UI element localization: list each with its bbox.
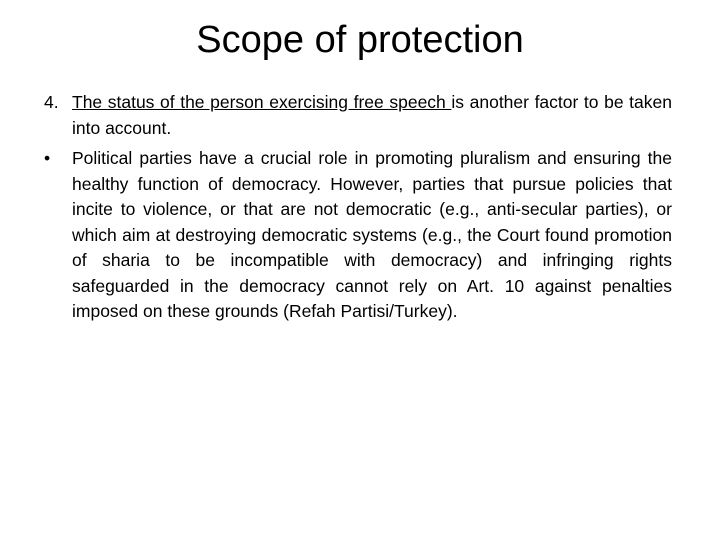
- slide-title: Scope of protection: [196, 19, 524, 61]
- underlined-phrase: The status of the person exercising free speech: [72, 92, 452, 112]
- list-number: 4.: [44, 92, 59, 112]
- numbered-point-4: [44, 90, 672, 141]
- bullet-point: [44, 146, 672, 325]
- bullet-icon: •: [44, 148, 51, 168]
- bullet-text: Political parties have a crucial role in promoting pluralism and ensuring the healthy function of democracy. However, parties that pursue policies that incite to violence, or that are not democratic (e.g., anti-secular parties), or which aim at destroying democratic systems (e.g., the Court found promotion of sharia to be incompatible with democracy) and infringing rights safeguarded in the democracy cannot rely on Art. 10 against penalties imposed on these grounds (Refah Partisi/Turkey).: [72, 148, 672, 321]
- point-text: is another factor to be taken into account.: [72, 92, 672, 138]
- slide-body: [44, 90, 672, 325]
